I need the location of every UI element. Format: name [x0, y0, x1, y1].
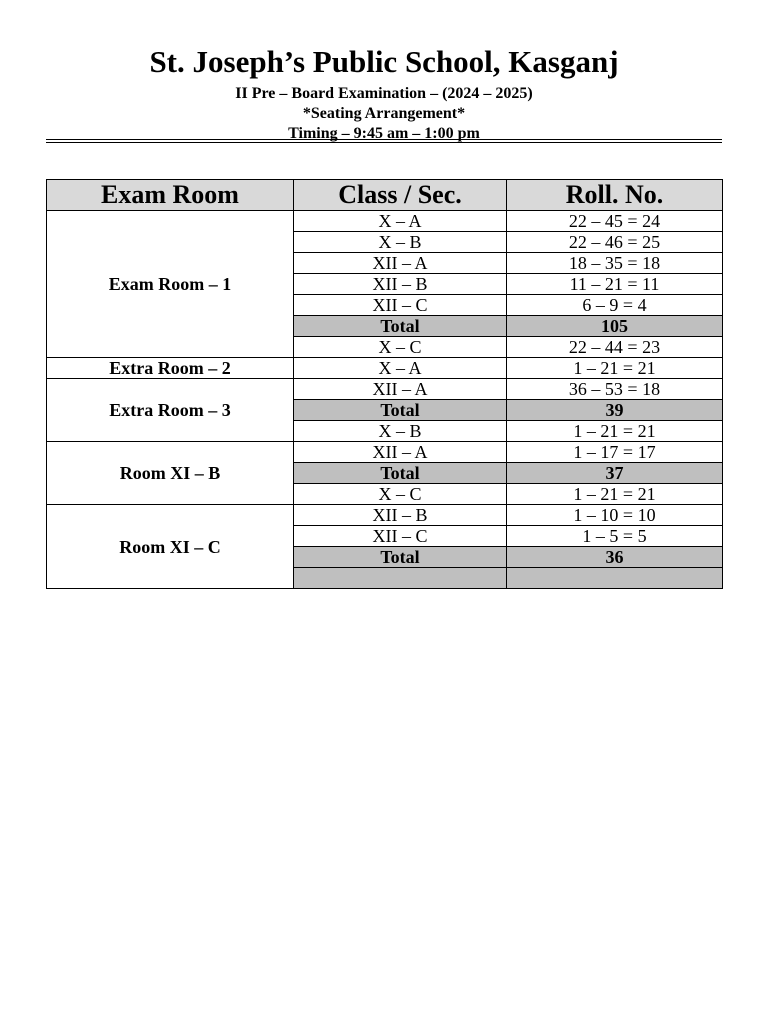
class-cell: X – A — [294, 211, 507, 232]
class-cell: XII – A — [294, 442, 507, 463]
total-label: Total — [294, 463, 507, 484]
roll-cell: 6 – 9 = 4 — [507, 295, 723, 316]
class-cell: XII – B — [294, 274, 507, 295]
class-cell: XII – B — [294, 505, 507, 526]
header-class-section: Class / Sec. — [294, 180, 507, 211]
class-cell: XII – A — [294, 379, 507, 400]
total-label: Total — [294, 316, 507, 337]
roll-cell: 1 – 5 = 5 — [507, 526, 723, 547]
document-title: *Seating Arrangement* — [302, 105, 466, 122]
total-value: 39 — [507, 400, 723, 421]
roll-cell: 1 – 10 = 10 — [507, 505, 723, 526]
seating-table — [46, 179, 723, 589]
table-row — [47, 505, 723, 526]
room-cell: Extra Room – 2 — [47, 358, 294, 379]
class-cell: XII – C — [294, 295, 507, 316]
roll-cell: 36 – 53 = 18 — [507, 379, 723, 400]
exam-title: II Pre – Board Examination – (2024 – 2025) — [235, 85, 533, 102]
room-cell: Exam Room – 1 — [47, 211, 294, 358]
total-value: 37 — [507, 463, 723, 484]
room-cell: Room XI – B — [47, 442, 294, 505]
total-value: 36 — [507, 547, 723, 568]
table-row — [47, 358, 723, 379]
roll-cell: 11 – 21 = 11 — [507, 274, 723, 295]
table-row — [47, 211, 723, 232]
roll-cell: 18 – 35 = 18 — [507, 253, 723, 274]
class-cell: X – A — [294, 358, 507, 379]
class-cell: X – B — [294, 232, 507, 253]
class-cell: XII – C — [294, 526, 507, 547]
table-header-row — [47, 180, 723, 211]
roll-cell: 1 – 21 = 21 — [507, 358, 723, 379]
school-name: St. Joseph’s Public School, Kasganj — [149, 44, 619, 79]
document-header — [46, 40, 722, 144]
table-row — [47, 379, 723, 400]
roll-cell: 22 – 44 = 23 — [507, 337, 723, 358]
total-label: Total — [294, 400, 507, 421]
roll-cell: 22 – 46 = 25 — [507, 232, 723, 253]
header-divider — [46, 139, 722, 143]
room-cell: Room XI – C — [47, 505, 294, 589]
class-cell: X – C — [294, 484, 507, 505]
roll-cell: 1 – 17 = 17 — [507, 442, 723, 463]
header-roll-no: Roll. No. — [507, 180, 723, 211]
table-row — [47, 442, 723, 463]
empty-roll-cell — [507, 568, 723, 589]
class-cell: XII – A — [294, 253, 507, 274]
header-exam-room: Exam Room — [47, 180, 294, 211]
roll-cell: 22 – 45 = 24 — [507, 211, 723, 232]
roll-cell: 1 – 21 = 21 — [507, 484, 723, 505]
total-value: 105 — [507, 316, 723, 337]
roll-cell: 1 – 21 = 21 — [507, 421, 723, 442]
class-cell: X – B — [294, 421, 507, 442]
empty-class-cell — [294, 568, 507, 589]
class-cell: X – C — [294, 337, 507, 358]
exam-timing: Timing – 9:45 am – 1:00 pm — [288, 125, 480, 142]
room-cell: Extra Room – 3 — [47, 379, 294, 442]
total-label: Total — [294, 547, 507, 568]
